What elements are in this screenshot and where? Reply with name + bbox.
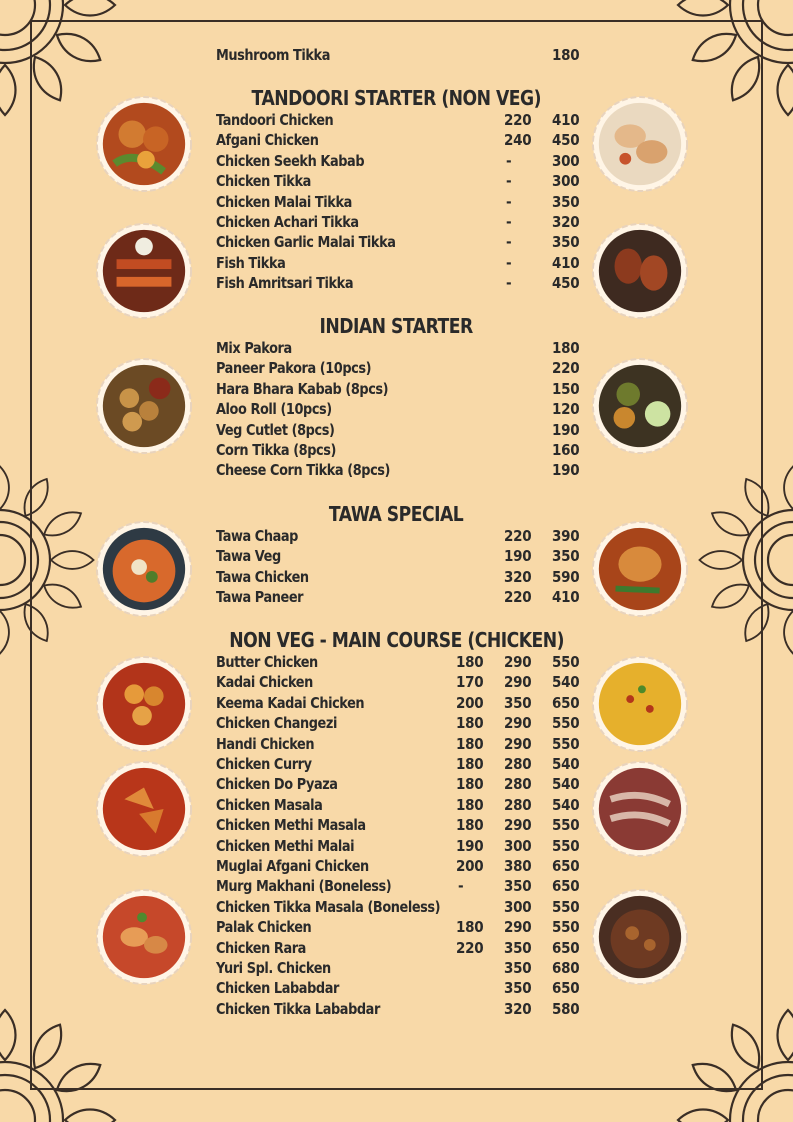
menu-item-price: 320 (504, 999, 532, 1018)
menu-item-price: 650 (552, 857, 580, 875)
chicken-rice-photo-icon (591, 655, 689, 753)
menu-item-name: Chicken Seekh Kabab (216, 151, 365, 170)
menu-item-price: 350 (504, 877, 532, 896)
menu-item-name: Handi Chicken (216, 734, 315, 753)
menu-item-price: 350 (504, 979, 532, 998)
menu-item-price: 540 (552, 795, 580, 814)
menu-item-price: 650 (552, 979, 580, 998)
menu-item-price: 300 (504, 897, 532, 916)
menu-item-name: Mix Pakora (216, 339, 292, 357)
menu-item-price: 220 (552, 359, 580, 378)
menu-item-price: 290 (504, 816, 532, 835)
frame-top-line (30, 20, 763, 22)
mandala-mid-right-icon (693, 460, 793, 660)
menu-item-price: 650 (552, 693, 580, 712)
menu-item-price: 450 (552, 274, 580, 293)
menu-item-name: Chicken Do Pyaza (216, 775, 338, 794)
menu-item-price: 290 (504, 918, 532, 937)
chicken-lababdar-photo-icon (591, 888, 689, 986)
menu-item-price: 540 (552, 755, 580, 773)
menu-item-price: 220 (456, 938, 484, 957)
menu-item-name: Paneer Pakora (10pcs) (216, 359, 372, 378)
menu-item-name: Chicken Lababdar (216, 979, 339, 998)
menu-item-price: 410 (552, 111, 580, 129)
menu-item-price: 350 (552, 192, 580, 211)
menu-item-name: Palak Chicken (216, 918, 312, 937)
menu-item-name: Chicken Achari Tikka (216, 213, 359, 231)
menu-item-price: 350 (552, 233, 580, 252)
menu-item-name: Tandoori Chicken (216, 111, 334, 129)
menu-item-price: 180 (456, 795, 484, 814)
menu-item-name: Keema Kadai Chicken (216, 693, 365, 712)
menu-item-price: 300 (552, 151, 580, 170)
menu-item-price: 240 (504, 131, 532, 150)
section-heading: TANDOORI STARTER (NON VEG) (251, 86, 542, 110)
menu-item-price: 180 (456, 714, 484, 733)
chicken-legs-photo-icon (591, 222, 689, 320)
menu-item-price: 540 (552, 673, 580, 692)
menu-item-price: 320 (552, 213, 580, 231)
menu-item-price: 160 (552, 441, 580, 459)
menu-item-price: 180 (456, 734, 484, 753)
menu-item-price: - (506, 233, 512, 252)
menu-item-name: Chicken Malai Tikka (216, 192, 352, 211)
menu-item-price: 200 (456, 857, 484, 875)
menu-item-price: 170 (456, 673, 484, 692)
menu-item-name: Chicken Rara (216, 938, 306, 957)
menu-item-name: Chicken Masala (216, 795, 323, 814)
menu-item-name: Afgani Chicken (216, 131, 319, 150)
menu-item-price: - (458, 877, 464, 896)
menu-item-price: 220 (504, 527, 532, 545)
menu-item-price: 290 (504, 714, 532, 733)
menu-item-price: 180 (456, 775, 484, 794)
menu-item-price: 550 (552, 734, 580, 753)
butter-chicken-photo-icon (95, 655, 193, 753)
menu-item-price: 540 (552, 775, 580, 794)
menu-item-price: 150 (552, 379, 580, 398)
menu-item-price: 180 (456, 816, 484, 835)
menu-item-price: 350 (504, 959, 532, 977)
menu-item-price: 320 (504, 567, 532, 586)
pakora-photo-icon (95, 357, 193, 455)
tawa-chicken-photo-icon (591, 520, 689, 618)
menu-item-name: Tawa Chicken (216, 567, 309, 586)
menu-item-price: 180 (456, 653, 484, 671)
menu-item-price: - (506, 213, 512, 231)
menu-item-price: 650 (552, 877, 580, 896)
menu-item-price: 120 (552, 400, 580, 419)
menu-item-price: 550 (552, 897, 580, 916)
menu-item-price: 180 (456, 918, 484, 937)
menu-item-name: Tawa Chaap (216, 527, 298, 545)
menu-item-name: Chicken Curry (216, 755, 312, 773)
menu-item-price: 650 (552, 938, 580, 957)
menu-item-name: Yuri Spl. Chicken (216, 959, 331, 977)
chicken-curry-bowl-photo-icon (95, 888, 193, 986)
menu-item-name: Chicken Tikka Masala (Boneless) (216, 897, 441, 916)
menu-item-price: 350 (504, 693, 532, 712)
menu-item-name: Mushroom Tikka (216, 46, 330, 64)
menu-item-price: 190 (456, 836, 484, 855)
menu-item-price: 590 (552, 567, 580, 586)
chicken-rara-photo-icon (591, 760, 689, 858)
menu-item-name: Chicken Garlic Malai Tikka (216, 233, 396, 252)
menu-item-price: 190 (504, 547, 532, 566)
mandala-mid-left-icon (0, 460, 100, 660)
menu-item-price: 290 (504, 673, 532, 692)
menu-item-price: 290 (504, 734, 532, 753)
menu-item-name: Aloo Roll (10pcs) (216, 400, 332, 419)
menu-item-price: - (506, 151, 512, 170)
menu-item-price: 280 (504, 795, 532, 814)
hara-bhara-kabab-photo-icon (591, 357, 689, 455)
menu-item-price: 410 (552, 588, 580, 607)
menu-item-price: 580 (552, 999, 580, 1018)
menu-item-name: Kadai Chicken (216, 673, 313, 692)
menu-item-name: Chicken Methi Malai (216, 836, 355, 855)
menu-item-price: 300 (552, 172, 580, 191)
menu-item-name: Cheese Corn Tikka (8pcs) (216, 461, 391, 480)
menu-item-name: Corn Tikka (8pcs) (216, 441, 336, 459)
tandoori-vegetables-photo-icon (95, 95, 193, 193)
mandala-bottom-left-icon (0, 1005, 120, 1122)
menu-item-name: Fish Amritsari Tikka (216, 274, 354, 293)
menu-item-name: Chicken Tikka Lababdar (216, 999, 380, 1018)
menu-item-price: - (506, 274, 512, 293)
menu-item-price: 180 (456, 755, 484, 773)
section-heading: NON VEG - MAIN COURSE (CHICKEN) (229, 628, 564, 652)
menu-item-price: - (506, 172, 512, 191)
menu-item-price: 190 (552, 461, 580, 480)
frame-bottom-line (30, 1088, 763, 1090)
tandoori-chicken-photo-icon (591, 95, 689, 193)
menu-item-price: 550 (552, 816, 580, 835)
menu-item-price: 220 (504, 588, 532, 607)
menu-item-price: 550 (552, 918, 580, 937)
tawa-curry-photo-icon (95, 520, 193, 618)
menu-item-price: 200 (456, 693, 484, 712)
menu-item-name: Butter Chicken (216, 653, 318, 671)
menu-item-name: Chicken Tikka (216, 172, 311, 191)
menu-item-price: 550 (552, 714, 580, 733)
menu-item-name: Murg Makhani (Boneless) (216, 877, 392, 896)
menu-item-name: Fish Tikka (216, 253, 286, 272)
chicken-masala-photo-icon (95, 760, 193, 858)
section-heading: INDIAN STARTER (319, 314, 474, 338)
menu-item-name: Muglai Afgani Chicken (216, 857, 369, 875)
menu-item-name: Veg Cutlet (8pcs) (216, 420, 335, 439)
menu-item-price: - (506, 192, 512, 211)
menu-item-name: Tawa Veg (216, 547, 281, 566)
chicken-skewers-photo-icon (95, 222, 193, 320)
menu-item-price: - (506, 253, 512, 272)
menu-item-price: 300 (504, 836, 532, 855)
menu-item-price: 390 (552, 527, 580, 545)
menu-item-price: 280 (504, 755, 532, 773)
menu-item-price: 220 (504, 111, 532, 129)
menu-item-name: Chicken Changezi (216, 714, 337, 733)
menu-item-price: 180 (552, 339, 580, 357)
menu-item-price: 680 (552, 959, 580, 977)
mandala-bottom-right-icon (673, 1005, 793, 1122)
section-heading: TAWA SPECIAL (329, 502, 464, 526)
menu-item-price: 350 (552, 547, 580, 566)
menu-item-price: 410 (552, 253, 580, 272)
menu-item-price: 550 (552, 836, 580, 855)
menu-item-price: 350 (504, 938, 532, 957)
menu-item-name: Chicken Methi Masala (216, 816, 366, 835)
menu-item-price: 550 (552, 653, 580, 671)
menu-item-price: 190 (552, 420, 580, 439)
menu-item-name: Tawa Paneer (216, 588, 304, 607)
menu-item-price: 280 (504, 775, 532, 794)
menu-item-price: 450 (552, 131, 580, 150)
menu-item-name: Hara Bhara Kabab (8pcs) (216, 379, 389, 398)
menu-item-price: 180 (552, 46, 580, 64)
mandala-top-right-icon (673, 0, 793, 120)
menu-item-price: 290 (504, 653, 532, 671)
menu-item-price: 380 (504, 857, 532, 875)
